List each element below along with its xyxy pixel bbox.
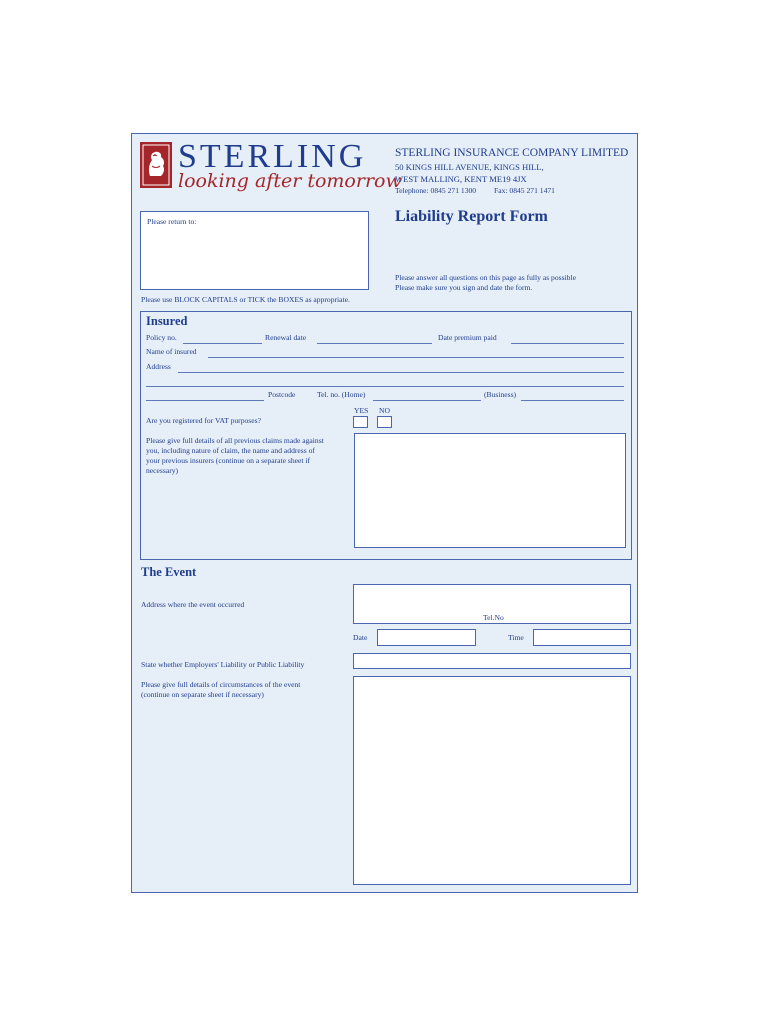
vat-no-checkbox[interactable] [377, 416, 392, 428]
claims-text-line1: Please give full details of all previous claims made against [146, 436, 324, 445]
event-address-field[interactable] [353, 584, 631, 624]
liability-type-field[interactable] [353, 653, 631, 669]
claims-text-line4: necessary) [146, 466, 179, 475]
insured-heading: Insured [146, 314, 188, 328]
postcode-label: Postcode [268, 390, 296, 399]
company-name: STERLING INSURANCE COMPANY LIMITED [395, 147, 629, 159]
tel-no-label: Tel.No [483, 613, 504, 622]
return-label: Please return to: [147, 217, 197, 226]
event-time-field[interactable] [533, 629, 631, 646]
name-of-insured-label: Name of insured [146, 347, 197, 356]
address-field-line2[interactable] [146, 386, 624, 387]
date-label: Date [353, 633, 368, 642]
previous-claims-textarea[interactable] [354, 433, 626, 548]
instruction-line1: Please answer all questions on this page as fully as possible [395, 273, 576, 282]
instruction-line2: Please make sure you sign and date the form. [395, 283, 533, 292]
address-label: Address [146, 362, 171, 371]
circumstances-label-line1: Please give full details of circumstances of the event [141, 680, 301, 689]
liability-type-label: State whether Employers' Liability or Public Liability [141, 660, 305, 669]
claims-text-line2: you, including nature of claim, the name and address of [146, 446, 315, 455]
address-field-line1[interactable] [178, 372, 624, 373]
tel-business-field[interactable] [521, 400, 624, 401]
form-title: Liability Report Form [395, 208, 548, 225]
event-heading: The Event [141, 565, 197, 579]
vat-yes-checkbox[interactable] [353, 416, 368, 428]
company-address-line2: WEST MALLING, KENT ME19 4JX [395, 174, 527, 184]
policy-no-label: Policy no. [146, 333, 177, 342]
circumstances-label-line2: (continue on separate sheet if necessary) [141, 690, 264, 699]
brand-name: STERLING [178, 138, 367, 175]
renewal-date-field[interactable] [317, 343, 432, 344]
tel-home-label: Tel. no. (Home) [317, 390, 366, 399]
postcode-field[interactable] [146, 400, 264, 401]
name-of-insured-field[interactable] [208, 357, 624, 358]
renewal-date-label: Renewal date [265, 333, 307, 342]
lion-logo-icon [140, 142, 172, 188]
yes-label: YES [354, 406, 369, 415]
capitals-instruction: Please use BLOCK CAPITALS or TICK the BOXES as appropriate. [141, 295, 350, 304]
event-address-label: Address where the event occurred [141, 600, 245, 609]
tel-home-field[interactable] [373, 400, 481, 401]
event-date-field[interactable] [377, 629, 476, 646]
company-fax: Fax: 0845 271 1471 [494, 186, 555, 195]
company-telephone: Telephone: 0845 271 1300 [395, 186, 477, 195]
policy-no-field[interactable] [183, 343, 262, 344]
time-label: Time [508, 633, 524, 642]
vat-question: Are you registered for VAT purposes? [146, 416, 261, 425]
brand-tagline: looking after tomorrow [178, 170, 402, 192]
tel-business-label: (Business) [484, 390, 517, 399]
no-label: NO [379, 406, 390, 415]
insured-section [140, 311, 632, 560]
date-premium-paid-label: Date premium paid [438, 333, 497, 342]
date-premium-paid-field[interactable] [511, 343, 624, 344]
circumstances-textarea[interactable] [353, 676, 631, 885]
liability-report-form [131, 133, 638, 893]
company-address-line1: 50 KINGS HILL AVENUE, KINGS HILL, [395, 162, 544, 172]
return-address-box[interactable] [140, 211, 369, 290]
claims-text-line3: your previous insurers (continue on a separate sheet if [146, 456, 311, 465]
